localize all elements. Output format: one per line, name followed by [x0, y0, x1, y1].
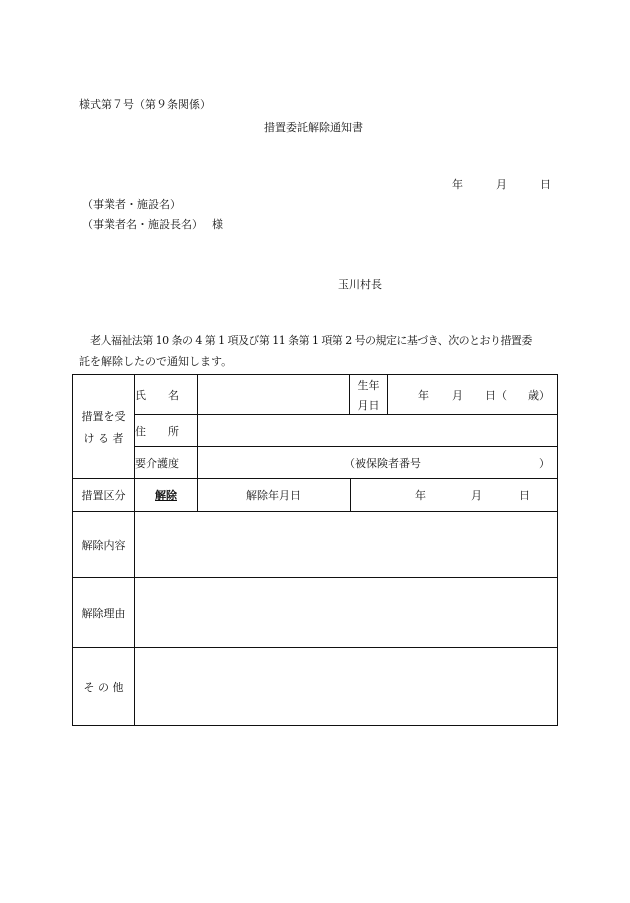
category-value-cell [135, 479, 198, 512]
date-month-label: 月 [496, 178, 507, 191]
form-number: 様式第７号（第９条関係） [79, 98, 211, 111]
document-title: 措置委託解除通知書 [264, 121, 363, 134]
birth-day-label: 日（ [485, 388, 507, 402]
notification-table [72, 374, 558, 726]
insured-number-close: ） [539, 456, 550, 470]
address-label: 住 所 [135, 415, 198, 447]
birth-label-line2: 月日 [357, 398, 380, 412]
birth-year-label: 年 [418, 388, 429, 402]
care-level-field[interactable] [198, 447, 558, 479]
body-text-line1: 老人福祉法第 10 条の 4 第 1 項及び第 11 条第 1 項第 2 号の規定に基づき、次のとおり措置委 [90, 334, 532, 347]
birth-age-label: 歳） [528, 388, 550, 402]
category-value: 解除 [155, 489, 177, 502]
birth-month-label: 月 [452, 388, 463, 402]
addressee-facility: （事業者・施設名） [82, 198, 181, 211]
addressee-director: （事業者名・施設長名） [82, 218, 203, 231]
release-content-label: 解除内容 [73, 512, 135, 578]
address-field[interactable] [198, 415, 558, 447]
sender-name: 玉川村長 [338, 278, 382, 291]
care-level-label: 要介護度 [135, 447, 198, 479]
release-month-label: 月 [471, 489, 482, 502]
recipient-label-line1: 措置を受 [81, 409, 126, 423]
release-reason-label: 解除理由 [73, 578, 135, 648]
release-day-label: 日 [519, 489, 530, 502]
body-text-line2: 託を解除したので通知します。 [79, 355, 233, 368]
release-reason-field[interactable] [135, 578, 558, 648]
category-label: 措置区分 [73, 479, 135, 512]
other-field[interactable] [135, 648, 558, 726]
name-label: 氏 名 [135, 375, 198, 415]
recipient-label-cell [73, 375, 135, 479]
date-year-label: 年 [452, 178, 463, 191]
release-date-label: 解除年月日 [246, 489, 301, 502]
recipient-label-line2: け る 者 [83, 431, 124, 445]
release-date-row [198, 479, 558, 512]
birth-label-cell [350, 375, 388, 415]
birth-date-field[interactable] [388, 375, 558, 415]
birth-label-line1: 生年 [357, 378, 380, 392]
insured-number-label: （被保険者番号 [344, 456, 421, 470]
release-year-label: 年 [415, 489, 426, 502]
name-field[interactable] [198, 375, 350, 415]
release-content-field[interactable] [135, 512, 558, 578]
addressee-honorific: 様 [212, 218, 223, 231]
date-day-label: 日 [540, 178, 551, 191]
other-label: そ の 他 [73, 648, 135, 726]
